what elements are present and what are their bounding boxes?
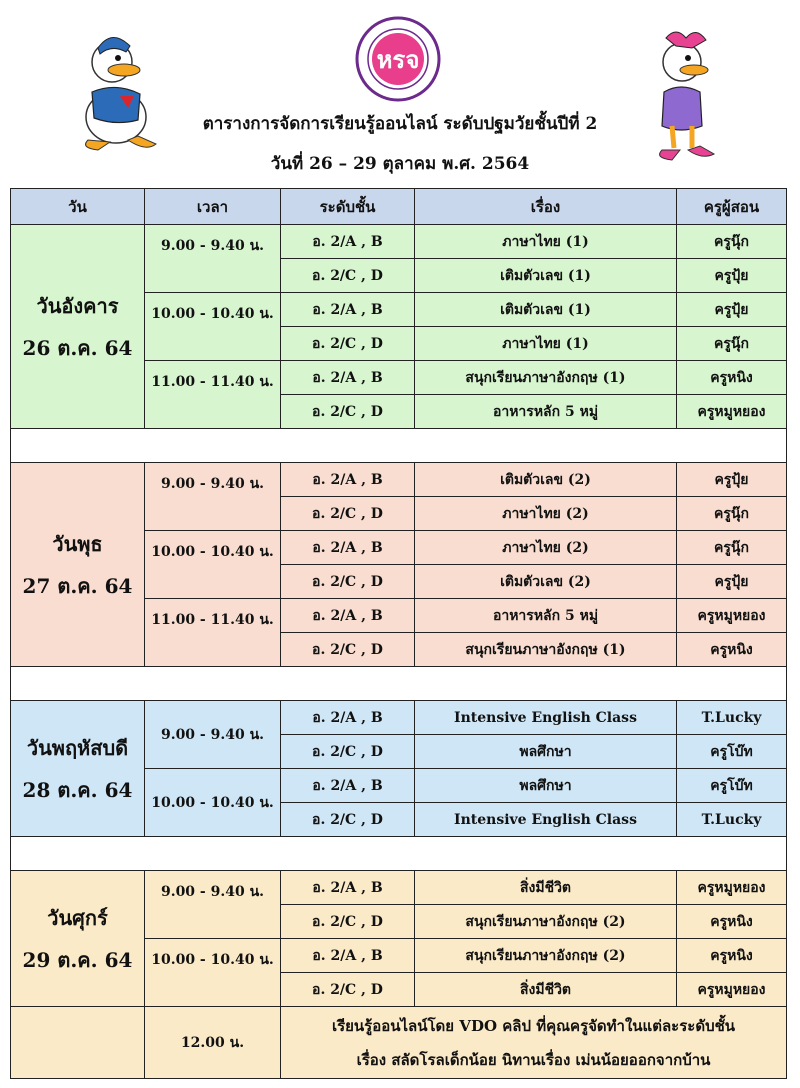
level-cell: อ. 2/C , D: [281, 327, 415, 361]
table-row: [11, 701, 787, 735]
header-time: เวลา: [145, 189, 281, 225]
teacher-cell: ครูหมูหยอง: [677, 395, 787, 429]
level-cell: อ. 2/A , B: [281, 871, 415, 905]
subject-cell: พลศึกษา: [415, 769, 677, 803]
subject-cell: Intensive English Class: [415, 701, 677, 735]
subject-cell: สนุกเรียนภาษาอังกฤษ (2): [415, 939, 677, 973]
level-cell: อ. 2/A , B: [281, 939, 415, 973]
level-cell: อ. 2/A , B: [281, 225, 415, 259]
teacher-cell: ครูนุ๊ก: [677, 225, 787, 259]
time-cell: 10.00 - 10.40 น.: [145, 939, 281, 1007]
level-cell: อ. 2/A , B: [281, 361, 415, 395]
subject-cell: ภาษาไทย (2): [415, 497, 677, 531]
day-date: 28 ต.ค. 64: [22, 777, 133, 802]
subject-cell: ภาษาไทย (1): [415, 327, 677, 361]
time-cell: 10.00 - 10.40 น.: [145, 769, 281, 837]
day-separator: [11, 837, 787, 871]
time-cell: 9.00 - 9.40 น.: [145, 701, 281, 769]
teacher-cell: ครูหมูหยอง: [677, 871, 787, 905]
level-cell: อ. 2/C , D: [281, 633, 415, 667]
subject-cell: สนุกเรียนภาษาอังกฤษ (2): [415, 905, 677, 939]
day-name: วันพุธ: [52, 531, 103, 556]
subject-cell: พลศึกษา: [415, 735, 677, 769]
teacher-cell: ครูปุ้ย: [677, 565, 787, 599]
subject-cell: ภาษาไทย (2): [415, 531, 677, 565]
level-cell: อ. 2/C , D: [281, 973, 415, 1007]
subject-cell: อาหารหลัก 5 หมู่: [415, 599, 677, 633]
subject-cell: Intensive English Class: [415, 803, 677, 837]
subject-cell: เติมตัวเลข (1): [415, 259, 677, 293]
teacher-cell: T.Lucky: [677, 803, 787, 837]
subject-cell: เติมตัวเลข (2): [415, 463, 677, 497]
level-cell: อ. 2/C , D: [281, 735, 415, 769]
day-cell: [11, 463, 145, 667]
donald-duck-illustration: [68, 22, 164, 152]
time-cell: 10.00 - 10.40 น.: [145, 293, 281, 361]
time-cell: 10.00 - 10.40 น.: [145, 531, 281, 599]
teacher-cell: ครูปุ้ย: [677, 463, 787, 497]
table-row: [11, 1007, 787, 1079]
vdo-note-line2: เรื่อง สลัดโรลเด็กน้อย นิทานเรื่อง เม่นน้อยออกจากบ้าน: [356, 1050, 711, 1069]
page-header: [0, 0, 800, 186]
page-subtitle: วันที่ 26 – 29 ตุลาคม พ.ศ. 2564: [270, 154, 530, 174]
table-header-row: [11, 189, 787, 225]
daisy-duck-illustration: [636, 22, 726, 162]
level-cell: อ. 2/A , B: [281, 769, 415, 803]
day-cell: [11, 701, 145, 837]
level-cell: อ. 2/A , B: [281, 701, 415, 735]
day-cell: [11, 871, 145, 1007]
time-cell: 9.00 - 9.40 น.: [145, 871, 281, 939]
teacher-cell: ครูหนิง: [677, 905, 787, 939]
teacher-cell: ครูนุ๊ก: [677, 327, 787, 361]
subject-cell: สนุกเรียนภาษาอังกฤษ (1): [415, 633, 677, 667]
time-cell: 9.00 - 9.40 น.: [145, 225, 281, 293]
day-cell: [11, 225, 145, 429]
teacher-cell: ครูนุ๊ก: [677, 497, 787, 531]
day-name: วันพฤหัสบดี: [26, 735, 129, 760]
time-cell: 11.00 - 11.40 น.: [145, 361, 281, 429]
vdo-note-cell: [281, 1007, 787, 1079]
vdo-note-line1: เรียนรู้ออนไลน์โดย VDO คลิป ที่คุณครูจัดทำในแต่ละระดับชั้น: [331, 1016, 736, 1035]
level-cell: อ. 2/C , D: [281, 803, 415, 837]
day-date: 27 ต.ค. 64: [22, 573, 133, 598]
subject-cell: ภาษาไทย (1): [415, 225, 677, 259]
teacher-cell: ครูหมูหยอง: [677, 973, 787, 1007]
day-name: วันศุกร์: [47, 905, 108, 930]
day-cell-continuation: [11, 1007, 145, 1079]
day-name: วันอังคาร: [36, 293, 119, 318]
table-row: [11, 871, 787, 905]
subject-cell: เติมตัวเลข (1): [415, 293, 677, 327]
level-cell: อ. 2/A , B: [281, 531, 415, 565]
header-day: วัน: [11, 189, 145, 225]
subject-cell: สิ่งมีชีวิต: [415, 871, 677, 905]
teacher-cell: T.Lucky: [677, 701, 787, 735]
subject-cell: อาหารหลัก 5 หมู่: [415, 395, 677, 429]
table-row: [11, 225, 787, 259]
school-logo: [355, 16, 441, 102]
teacher-cell: ครูหนิง: [677, 361, 787, 395]
level-cell: อ. 2/C , D: [281, 395, 415, 429]
teacher-cell: ครูปุ้ย: [677, 259, 787, 293]
teacher-cell: ครูโบ๊ท: [677, 735, 787, 769]
teacher-cell: ครูโบ๊ท: [677, 769, 787, 803]
time-cell: 9.00 - 9.40 น.: [145, 463, 281, 531]
level-cell: อ. 2/A , B: [281, 599, 415, 633]
table-row: [11, 463, 787, 497]
level-cell: อ. 2/C , D: [281, 905, 415, 939]
day-separator: [11, 429, 787, 463]
subject-cell: เติมตัวเลข (2): [415, 565, 677, 599]
day-date: 29 ต.ค. 64: [22, 947, 133, 972]
level-cell: อ. 2/C , D: [281, 259, 415, 293]
header-subject: เรื่อง: [415, 189, 677, 225]
page-title: ตารางการจัดการเรียนรู้ออนไลน์ ระดับปฐมวัยชั้นปีที่ 2: [202, 114, 598, 134]
time-cell: 12.00 น.: [145, 1007, 281, 1079]
header-teacher: ครูผู้สอน: [677, 189, 787, 225]
day-date: 26 ต.ค. 64: [22, 335, 133, 360]
subject-cell: สิ่งมีชีวิต: [415, 973, 677, 1007]
svg-text:หรจ: หรจ: [376, 46, 420, 74]
level-cell: อ. 2/C , D: [281, 497, 415, 531]
teacher-cell: ครูปุ้ย: [677, 293, 787, 327]
schedule-table: [10, 188, 787, 1079]
teacher-cell: ครูหมูหยอง: [677, 599, 787, 633]
level-cell: อ. 2/A , B: [281, 463, 415, 497]
day-separator: [11, 667, 787, 701]
time-cell: 11.00 - 11.40 น.: [145, 599, 281, 667]
header-level: ระดับชั้น: [281, 189, 415, 225]
level-cell: อ. 2/C , D: [281, 565, 415, 599]
teacher-cell: ครูนุ๊ก: [677, 531, 787, 565]
teacher-cell: ครูหนิง: [677, 939, 787, 973]
subject-cell: สนุกเรียนภาษาอังกฤษ (1): [415, 361, 677, 395]
teacher-cell: ครูหนิง: [677, 633, 787, 667]
level-cell: อ. 2/A , B: [281, 293, 415, 327]
